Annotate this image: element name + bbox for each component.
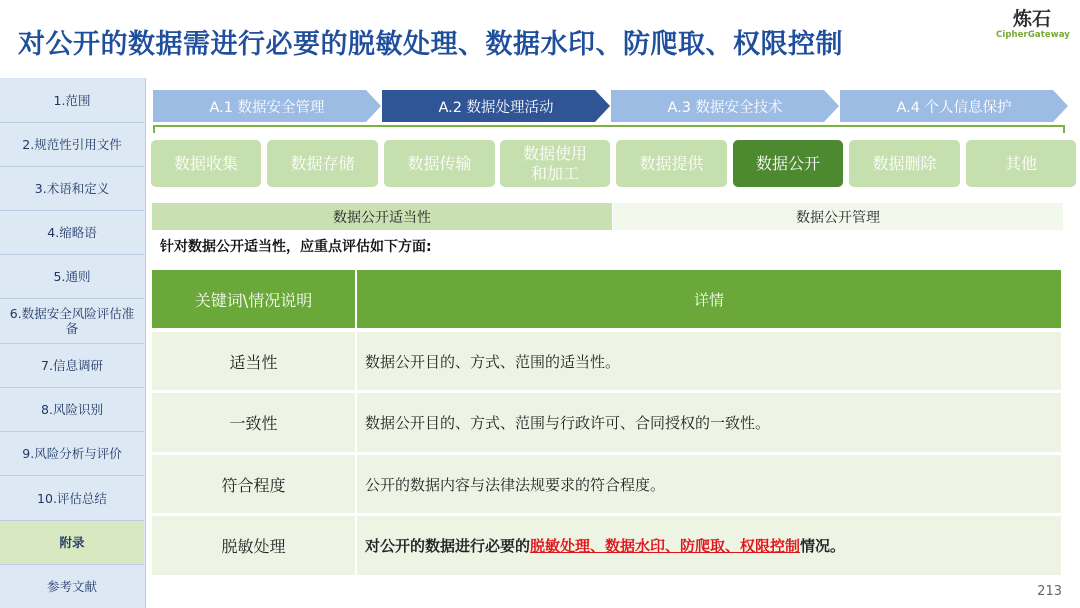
page-title: 对公开的数据需进行必要的脱敏处理、数据水印、防爬取、权限控制 [18,29,843,60]
section-tab-appropriateness[interactable]: 数据公开适当性 [152,203,612,230]
subtab-provision[interactable]: 数据提供 [616,140,727,187]
sidebar-item-normative-references[interactable]: 2.规范性引用文件 [0,123,144,167]
step-a1-label: A.1 数据安全管理 [209,99,325,116]
step-a3-label: A.3 数据安全技术 [667,99,783,116]
table-row [152,393,1061,452]
table-row [152,332,1061,390]
sidebar-item-preparation[interactable]: 6.数据安全风险评估准备 [0,299,144,344]
row-detail: 公开的数据内容与法律法规要求的符合程度。 [357,455,1061,513]
row-key: 脱敏处理 [152,516,355,575]
sidebar-item-investigation[interactable]: 7.信息调研 [0,344,144,388]
logo-en: CipherGateway [996,30,1070,40]
sidebar-item-abbreviations[interactable]: 4.缩略语 [0,211,144,255]
row-key: 一致性 [152,393,355,452]
step-a4[interactable] [840,90,1068,122]
detail-highlight: 脱敏处理、数据水印、防爬取、权限控制 [530,537,801,555]
subtab-collection[interactable]: 数据收集 [151,140,261,187]
header-key: 关键词\情况说明 [152,270,355,328]
subtab-transmission[interactable]: 数据传输 [384,140,495,187]
subtab-use-processing[interactable]: 数据使用 和加工 [500,140,610,187]
subtab-bracket [153,125,1065,133]
detail-post: 情况。 [800,537,846,555]
page-number: 213 [1037,584,1062,599]
table-row [152,516,1061,575]
sidebar-item-risk-identification[interactable]: 8.风险识别 [0,388,144,432]
logo-cn: 炼石 [1012,8,1051,30]
sidebar-item-risk-analysis[interactable]: 9.风险分析与评价 [0,432,144,476]
step-a1[interactable] [153,90,381,122]
step-a4-label: A.4 个人信息保护 [896,99,1012,116]
sidebar-item-appendix[interactable]: 附录 [0,521,144,565]
subtab-deletion[interactable]: 数据删除 [849,140,960,187]
row-detail: 数据公开目的、方式、范围的适当性。 [357,332,1061,390]
subtab-other[interactable]: 其他 [966,140,1076,187]
table-row [152,455,1061,513]
sidebar-item-general[interactable]: 5.通则 [0,255,144,299]
sidebar-item-references[interactable]: 参考文献 [46,579,97,594]
row-detail [357,516,1061,575]
subtab-disclosure[interactable]: 数据公开 [733,140,843,187]
step-a3[interactable] [611,90,839,122]
brand-logo [996,8,1068,40]
table-header-row [152,270,1061,328]
step-a2-label: A.2 数据处理活动 [438,99,554,116]
intro-text: 针对数据公开适当性，应重点评估如下方面: [160,239,432,255]
row-key: 符合程度 [152,455,355,513]
sidebar-item-scope[interactable]: 1.范围 [0,78,144,123]
row-detail: 数据公开目的、方式、范围与行政许可、合同授权的一致性。 [357,393,1061,452]
step-a2[interactable] [382,90,610,122]
sidebar-item-summary[interactable]: 10.评估总结 [0,476,144,521]
subtab-storage[interactable]: 数据存储 [267,140,378,187]
sidebar-nav [0,78,146,608]
header-detail: 详情 [357,270,1061,328]
sidebar-item-terms[interactable]: 3.术语和定义 [0,167,144,211]
step-chevrons [153,90,1068,122]
detail-pre: 对公开的数据进行必要的 [365,537,531,555]
section-tab-management[interactable]: 数据公开管理 [613,203,1063,230]
row-key: 适当性 [152,332,355,390]
